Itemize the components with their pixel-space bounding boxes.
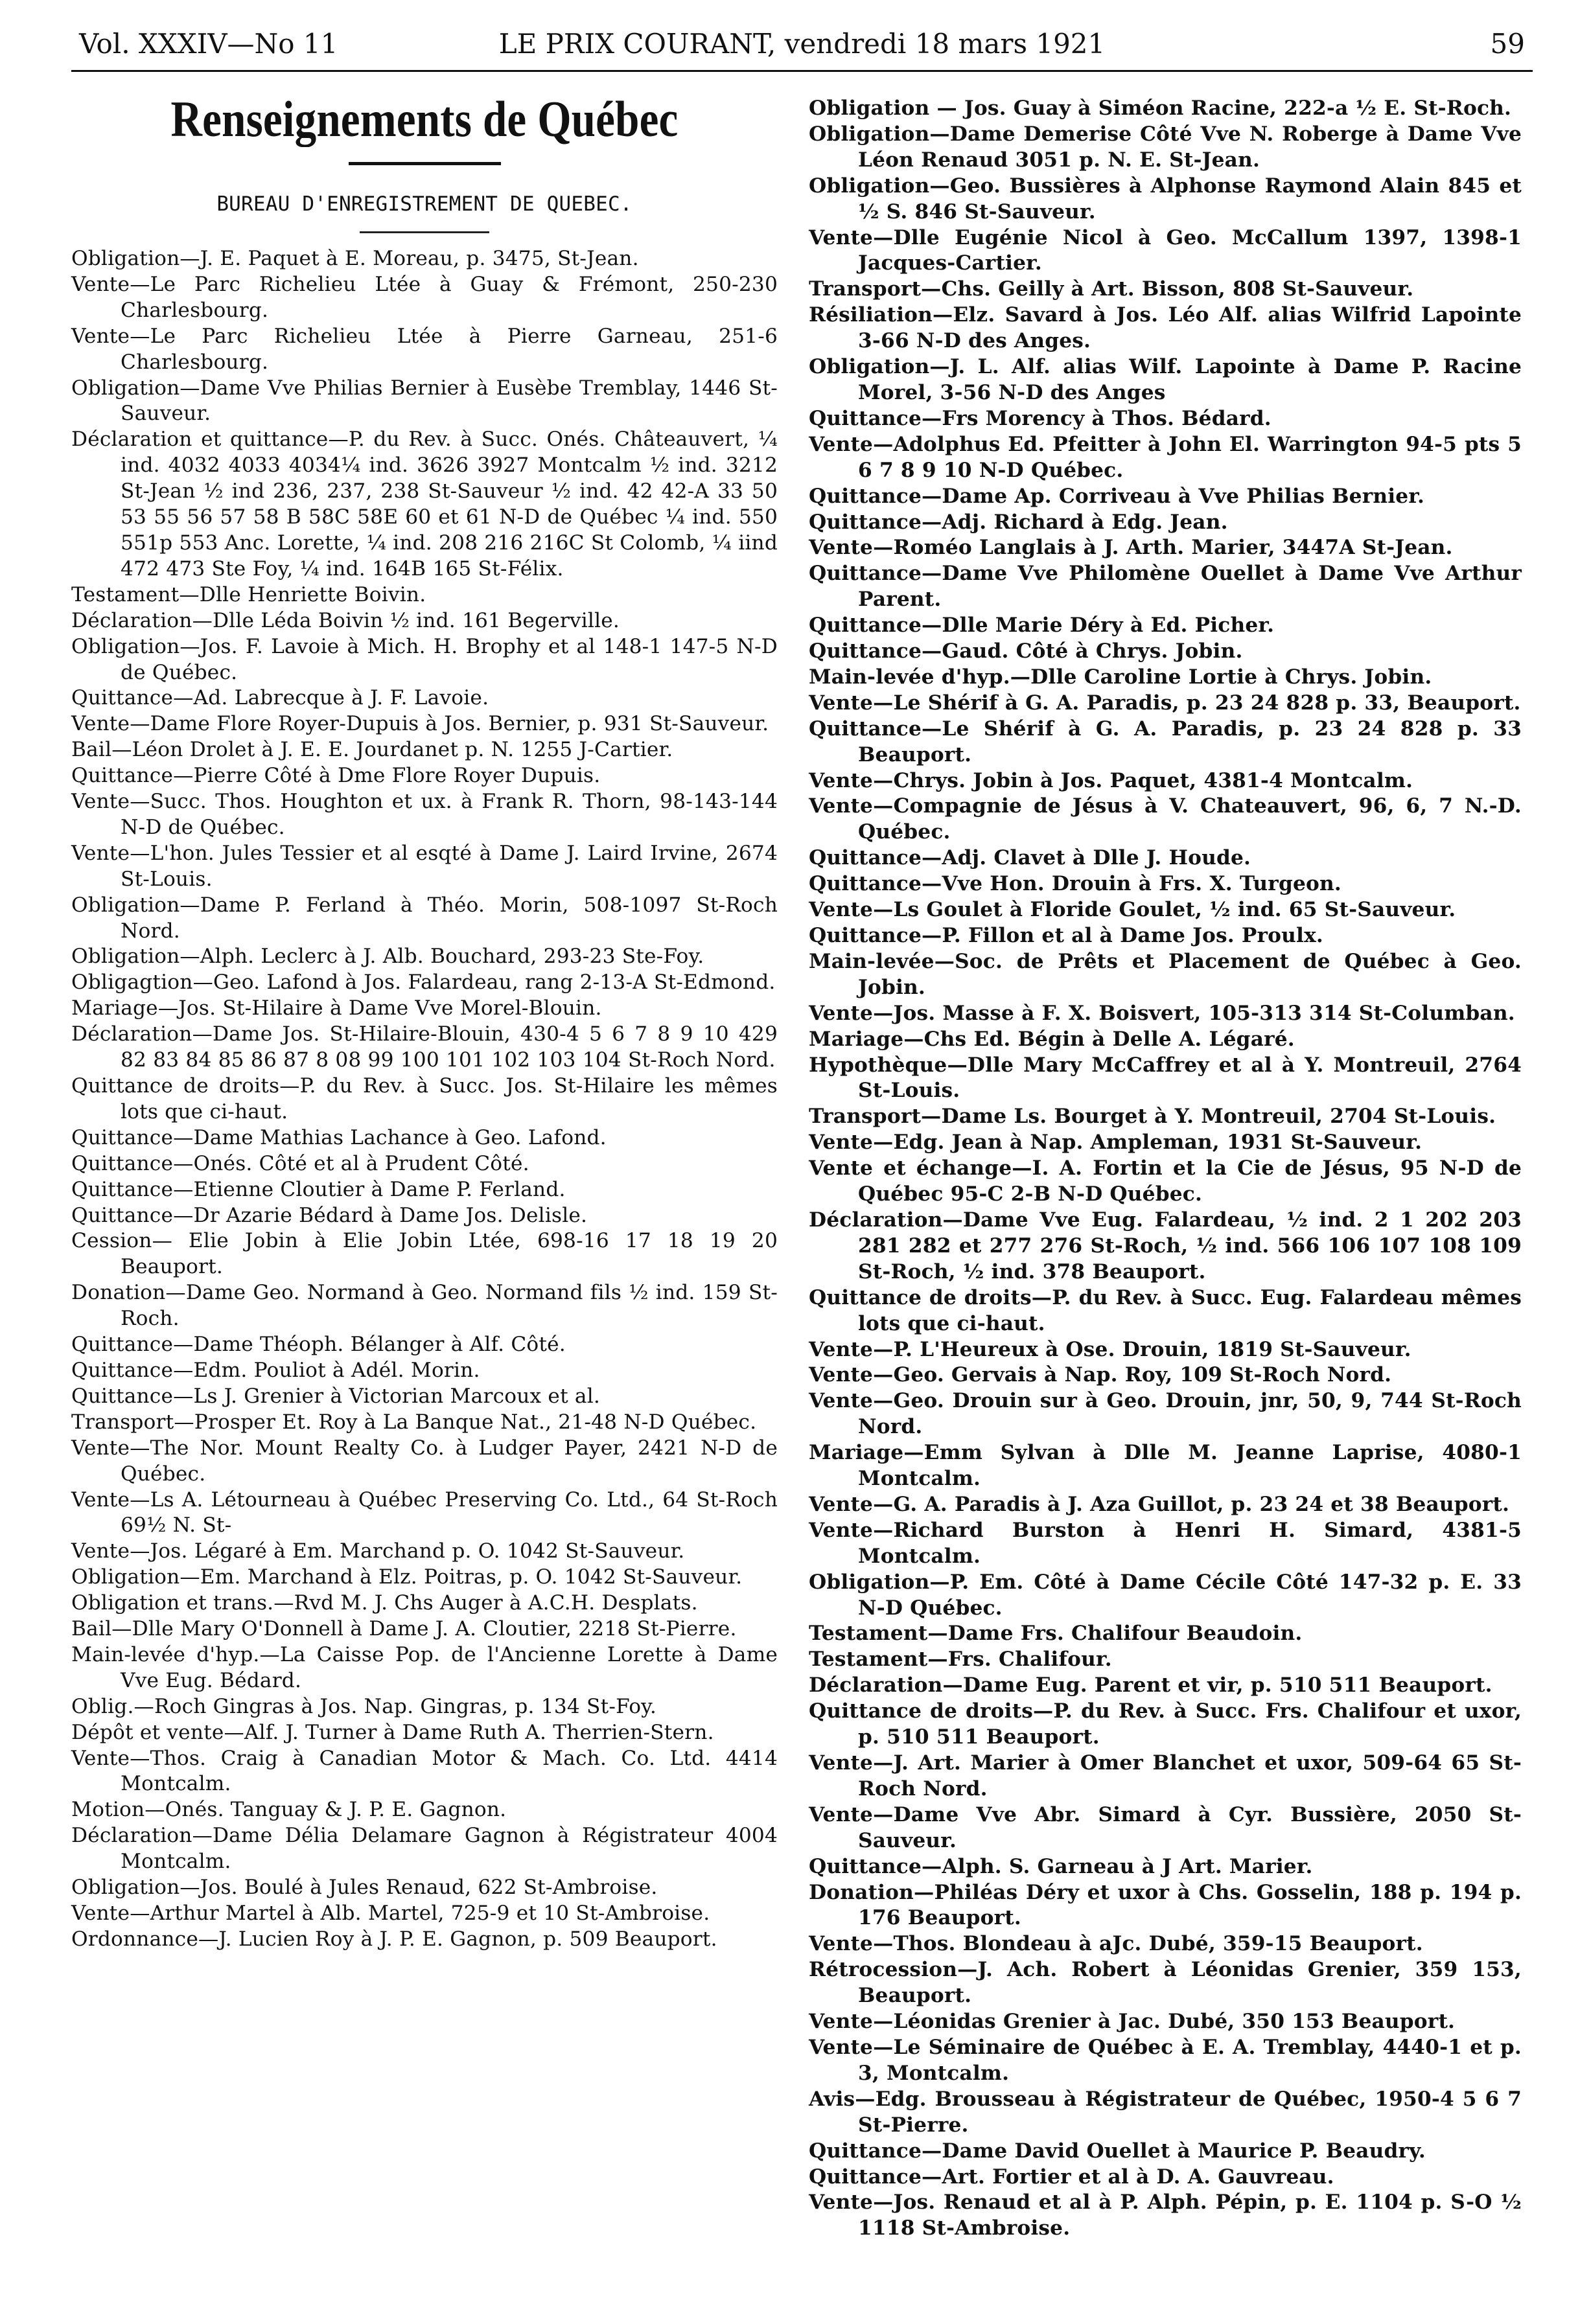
registry-entry: Donation—Dame Geo. Normand à Geo. Normand fils ½ ind. 159 St-Roch. (71, 1281, 778, 1331)
registry-entry: Quittance—Onés. Côté et al à Prudent Côté. (71, 1151, 529, 1175)
registry-entry: Vente—Dame Vve Abr. Simard à Cyr. Bussière, 2050 St-Sauveur. (809, 1802, 1522, 1852)
registry-entry: Quittance—Ad. Labrecque à J. F. Lavoie. (71, 686, 489, 710)
registry-entry: Vente—P. L'Heureux à Ose. Drouin, 1819 St-Sauveur. (809, 1337, 1411, 1361)
registry-entry: Obligation—Alph. Leclerc à J. Alb. Bouchard, 293-23 Ste-Foy. (71, 945, 704, 969)
registry-entry: Testament—Dlle Henriette Boivin. (71, 582, 426, 606)
registry-entry: Main-levée d'hyp.—La Caisse Pop. de l'Ancienne Lorette à Dame Vve Eug. Bédard. (71, 1642, 778, 1692)
registry-entry: Quittance—Dlle Marie Déry à Ed. Picher. (809, 614, 1275, 638)
registry-entry: Obligation—Jos. F. Lavoie à Mich. H. Brophy et al 148-1 147-5 N-D de Québec. (71, 634, 778, 684)
registry-entry: Vente—The Nor. Mount Realty Co. à Ludger Payer, 2421 N-D de Québec. (71, 1436, 778, 1486)
registry-entry: Oblig.—Roch Gingras à Jos. Nap. Gingras, p. 134 St-Foy. (71, 1694, 656, 1718)
page-header (71, 18, 1533, 72)
registry-entry: Obligation—Jos. Boulé à Jules Renaud, 622 St-Ambroise. (71, 1876, 658, 1900)
right-column (809, 96, 1522, 2242)
registry-entry: Motion—Onés. Tanguay & J. P. E. Gagnon. (71, 1798, 507, 1822)
registry-entry: Vente—Léonidas Grenier à Jac. Dubé, 350 153 Beauport. (809, 2010, 1456, 2034)
registry-entry: Quittance—Dame Vve Philomène Ouellet à Dame Vve Arthur Parent. (809, 562, 1522, 612)
registry-entry: Quittance—Le Shérif à G. A. Paradis, p. 23 24 828 p. 33 Beauport. (809, 717, 1522, 766)
registry-entry: Vente—Jos. Masse à F. X. Boisvert, 105-313 314 St-Columban. (809, 1001, 1515, 1025)
registry-entry: Déclaration—Dame Délia Delamare Gagnon à Régistrateur 4004 Montcalm. (71, 1824, 778, 1874)
registry-entry: Vente—Roméo Langlais à J. Arth. Marier, 3447A St-Jean. (809, 536, 1453, 560)
registry-entry: Vente—Ls Goulet à Floride Goulet, ½ ind. 65 St-Sauveur. (809, 898, 1456, 922)
registry-entry: Vente—Arthur Martel à Alb. Martel, 725-9 et 10 St-Ambroise. (71, 1902, 710, 1925)
registry-entry: Vente—Jos. Renaud et al à P. Alph. Pépin, p. E. 1104 p. S-O ½ 1118 St-Ambroise. (809, 2191, 1522, 2240)
registry-entry: Vente—Le Séminaire de Québec à E. A. Tremblay, 4440-1 et p. 3, Montcalm. (809, 2035, 1522, 2085)
left-column (71, 91, 778, 1953)
registry-entry: Mariage—Emm Sylvan à Dlle M. Jeanne Laprise, 4080-1 Montcalm. (809, 1441, 1522, 1491)
registry-entry: Quittance—Dame Ap. Corriveau à Vve Philias Bernier. (809, 484, 1425, 508)
journal-title: LE PRIX COURANT, vendredi 18 mars 1921 (498, 28, 1106, 60)
registry-entry: Obligation—P. Em. Côté à Dame Cécile Côté 147-32 p. E. 33 N-D Québec. (809, 1570, 1522, 1620)
registry-entry: Bail—Dlle Mary O'Donnell à Dame J. A. Cloutier, 2218 St-Pierre. (71, 1617, 737, 1641)
registry-entry: Transport—Dame Ls. Bourget à Y. Montreuil, 2704 St-Louis. (809, 1105, 1496, 1129)
registry-entry: Vente—J. Art. Marier à Omer Blanchet et uxor, 509-64 65 St-Roch Nord. (809, 1751, 1522, 1801)
registry-entry: Déclaration et quittance—P. du Rev. à Succ. Onés. Châteauvert, ¼ ind. 4032 4033 4034¼ ind. 3626 3927 Montcalm ½ ind. 3212 St-Jean ½ ind 236, 237, 238 St-Sauveur ½ ind. 42 42-A 33 50 53 55 56 57 58 B 58C 58E 60 et 61 N-D de Québec ¼ ind. 550 551p 553 Anc. Lorette, ¼ ind. 208 216 216C St Colomb, ¼ iind 472 473 Ste Foy, ¼ ind. 164B 165 St-Félix. (71, 428, 778, 581)
registry-entry: Obligation—Dame Demerise Côté Vve N. Roberge à Dame Vve Léon Renaud 3051 p. N. E. St-Jean. (809, 122, 1522, 172)
left-entries-list (71, 246, 778, 1953)
registry-entry: Vente—Le Shérif à G. A. Paradis, p. 23 24 828 p. 33, Beauport. (809, 691, 1521, 715)
right-entries-list (809, 96, 1522, 2242)
registry-entry: Quittance—Dame David Ouellet à Maurice P. Beaudry. (809, 2139, 1426, 2163)
section-title: Renseignements de Québec (170, 91, 679, 147)
registry-entry: Obligation—Dame Vve Philias Bernier à Eusèbe Tremblay, 1446 St-Sauveur. (71, 376, 778, 426)
registry-entry: Testament—Dame Frs. Chalifour Beaudoin. (809, 1622, 1303, 1646)
registry-entry: Quittance—Dr Azarie Bédard à Dame Jos. Delisle. (71, 1203, 588, 1227)
registry-entry: Quittance—Dame Théoph. Bélanger à Alf. Côté. (71, 1333, 566, 1357)
registry-entry: Vente—Ls A. Létourneau à Québec Preserving Co. Ltd., 64 St-Roch 69½ N. St- (71, 1488, 778, 1537)
registry-entry: Quittance—Etienne Cloutier à Dame P. Ferland. (71, 1177, 566, 1201)
registry-entry: Vente—Le Parc Richelieu Ltée à Guay & Frémont, 250-230 Charlesbourg. (71, 272, 778, 322)
registry-entry: Vente—Thos. Craig à Canadian Motor & Mach. Co. Ltd. 4414 Montcalm. (71, 1746, 778, 1796)
registry-entry: Vente—Thos. Blondeau à aJc. Dubé, 359-15 Beauport. (809, 1932, 1423, 1956)
registry-entry: Mariage—Chs Ed. Bégin à Delle A. Légaré. (809, 1027, 1295, 1051)
registry-entry: Quittance de droits—P. du Rev. à Succ. Eug. Falardeau mêmes lots que ci-haut. (809, 1285, 1522, 1335)
registry-entry: Vente—Richard Burston à Henri H. Simard, 4381-5 Montcalm. (809, 1518, 1522, 1568)
registry-entry: Mariage—Jos. St-Hilaire à Dame Vve Morel-Blouin. (71, 996, 602, 1020)
registry-entry: Déclaration—Dame Vve Eug. Falardeau, ½ ind. 2 1 202 203 281 282 et 277 276 St-Roch, ½ ind. 566 106 107 108 109 St-Roch, ½ ind. 378 Beauport. (809, 1208, 1522, 1283)
registry-entry: Quittance—Art. Fortier et al à D. A. Gauvreau. (809, 2165, 1334, 2189)
registry-entry: Avis—Edg. Brousseau à Régistrateur de Québec, 1950-4 5 6 7 St-Pierre. (809, 2087, 1522, 2137)
registry-entry: Dépôt et vente—Alf. J. Turner à Dame Ruth A. Therrien-Stern. (71, 1720, 714, 1744)
registry-entry: Transport—Chs. Geilly à Art. Bisson, 808 St-Sauveur. (809, 277, 1414, 301)
registry-entry: Obligation—Geo. Bussières à Alphonse Raymond Alain 845 et ½ S. 846 St-Sauveur. (809, 174, 1522, 224)
registry-entry: Vente—Geo. Drouin sur à Geo. Drouin, jnr, 50, 9, 744 St-Roch Nord. (809, 1389, 1522, 1439)
title-divider (349, 162, 501, 165)
registry-entry: Vente—Adolphus Ed. Pfeitter à John El. Warrington 94-5 pts 5 6 7 8 9 10 N-D Québec. (809, 432, 1522, 482)
registry-entry: Quittance—Gaud. Côté à Chrys. Jobin. (809, 639, 1243, 663)
bureau-heading: BUREAU D'ENREGISTREMENT DE QUEBEC. (216, 192, 633, 216)
registry-entry: Hypothèque—Dlle Mary McCaffrey et al à Y. Montreuil, 2764 St-Louis. (809, 1053, 1522, 1103)
registry-entry: Déclaration—Dame Jos. St-Hilaire-Blouin, 430-4 5 6 7 8 9 10 429 82 83 84 85 86 87 8 08 99 100 101 102 103 104 St-Roch Nord. (71, 1022, 778, 1072)
registry-entry: Bail—Léon Drolet à J. E. E. Jourdanet p. N. 1255 J-Cartier. (71, 738, 673, 762)
registry-entry: Quittance—Adj. Clavet à Dlle J. Houde. (809, 846, 1251, 870)
registry-entry: Quittance—Frs Morency à Thos. Bédard. (809, 406, 1272, 430)
registry-entry: Quittance—Adj. Richard à Edg. Jean. (809, 510, 1228, 534)
registry-entry: Quittance de droits—P. du Rev. à Succ. Frs. Chalifour et uxor, p. 510 511 Beauport. (809, 1699, 1522, 1749)
registry-entry: Obligation—J. L. Alf. alias Wilf. Lapointe à Dame P. Racine Morel, 3-56 N-D des Anges (809, 355, 1522, 404)
registry-entry: Vente—Compagnie de Jésus à V. Chateauvert, 96, 6, 7 N.-D. Québec. (809, 794, 1522, 844)
registry-entry: Déclaration—Dame Eug. Parent et vir, p. 510 511 Beauport. (809, 1674, 1492, 1697)
registry-entry: Donation—Philéas Déry et uxor à Chs. Gosselin, 188 p. 194 p. 176 Beauport. (809, 1880, 1522, 1930)
volume-label: Vol. XXXIV—No 11 (79, 28, 338, 60)
registry-entry: Vente—Geo. Gervais à Nap. Roy, 109 St-Roch Nord. (809, 1363, 1392, 1387)
bureau-divider (360, 231, 489, 233)
registry-entry: Quittance—P. Fillon et al à Dame Jos. Proulx. (809, 924, 1323, 947)
registry-entry: Transport—Prosper Et. Roy à La Banque Nat., 21-48 N-D Québec. (71, 1410, 757, 1434)
registry-entry: Vente—Dlle Eugénie Nicol à Geo. McCallum 1397, 1398-1 Jacques-Cartier. (809, 225, 1522, 275)
registry-entry: Cession— Elie Jobin à Elie Jobin Ltée, 698-16 17 18 19 20 Beauport. (71, 1229, 778, 1279)
page-number: 59 (1490, 28, 1525, 60)
registry-entry: Main-levée—Soc. de Prêts et Placement de Québec à Geo. Jobin. (809, 949, 1522, 999)
registry-entry: Vente—Dame Flore Royer-Dupuis à Jos. Bernier, p. 931 St-Sauveur. (71, 712, 769, 736)
registry-entry: Vente—L'hon. Jules Tessier et al esqté à Dame J. Laird Irvine, 2674 St-Louis. (71, 841, 778, 891)
registry-entry: Quittance—Vve Hon. Drouin à Frs. X. Turgeon. (809, 872, 1341, 896)
registry-entry: Obligation—Dame P. Ferland à Théo. Morin, 508-1097 St-Roch Nord. (71, 893, 778, 943)
registry-entry: Quittance—Alph. S. Garneau à J Art. Marier. (809, 1854, 1313, 1878)
registry-entry: Quittance—Pierre Côté à Dme Flore Royer Dupuis. (71, 764, 601, 788)
registry-entry: Vente—Chrys. Jobin à Jos. Paquet, 4381-4 Montcalm. (809, 768, 1413, 792)
registry-entry: Quittance de droits—P. du Rev. à Succ. Jos. St-Hilaire les mêmes lots que ci-haut. (71, 1074, 778, 1123)
registry-entry: Obligation et trans.—Rvd M. J. Chs Auger à A.C.H. Desplats. (71, 1591, 698, 1615)
registry-entry: Ordonnance—J. Lucien Roy à J. P. E. Gagnon, p. 509 Beauport. (71, 1927, 717, 1951)
registry-entry: Quittance—Edm. Pouliot à Adél. Morin. (71, 1358, 480, 1382)
registry-entry: Quittance—Ls J. Grenier à Victorian Marcoux et al. (71, 1384, 601, 1408)
registry-entry: Obligation—Em. Marchand à Elz. Poitras, p. O. 1042 St-Sauveur. (71, 1565, 743, 1589)
registry-entry: Rétrocession—J. Ach. Robert à Léonidas Grenier, 359 153, Beauport. (809, 1958, 1522, 2008)
registry-entry: Vente—Le Parc Richelieu Ltée à Pierre Garneau, 251-6 Charlesbourg. (71, 324, 778, 374)
registry-entry: Vente—Edg. Jean à Nap. Ampleman, 1931 St-Sauveur. (809, 1131, 1423, 1155)
registry-entry: Obligagtion—Geo. Lafond à Jos. Falardeau, rang 2-13-A St-Edmond. (71, 971, 776, 995)
registry-entry: Vente—Jos. Légaré à Em. Marchand p. O. 1042 St-Sauveur. (71, 1539, 685, 1563)
registry-entry: Vente—Succ. Thos. Houghton et ux. à Frank R. Thorn, 98-143-144 N-D de Québec. (71, 790, 778, 839)
registry-entry: Testament—Frs. Chalifour. (809, 1648, 1112, 1672)
registry-entry: Quittance—Dame Mathias Lachance à Geo. Lafond. (71, 1125, 607, 1149)
registry-entry: Résiliation—Elz. Savard à Jos. Léo Alf. alias Wilfrid Lapointe 3-66 N-D des Anges. (809, 303, 1522, 353)
registry-entry: Obligation—J. E. Paquet à E. Moreau, p. 3475, St-Jean. (71, 247, 639, 270)
registry-entry: Obligation — Jos. Guay à Siméon Racine, 222-a ½ E. St-Roch. (809, 97, 1512, 120)
registry-entry: Vente—G. A. Paradis à J. Aza Guillot, p. 23 24 et 38 Beauport. (809, 1492, 1510, 1516)
registry-entry: Déclaration—Dlle Léda Boivin ½ ind. 161 Begerville. (71, 608, 620, 632)
registry-entry: Main-levée d'hyp.—Dlle Caroline Lortie à Chrys. Jobin. (809, 665, 1432, 689)
registry-entry: Vente et échange—I. A. Fortin et la Cie de Jésus, 95 N-D de Québec 95-C 2-B N-D Québec. (809, 1156, 1522, 1206)
